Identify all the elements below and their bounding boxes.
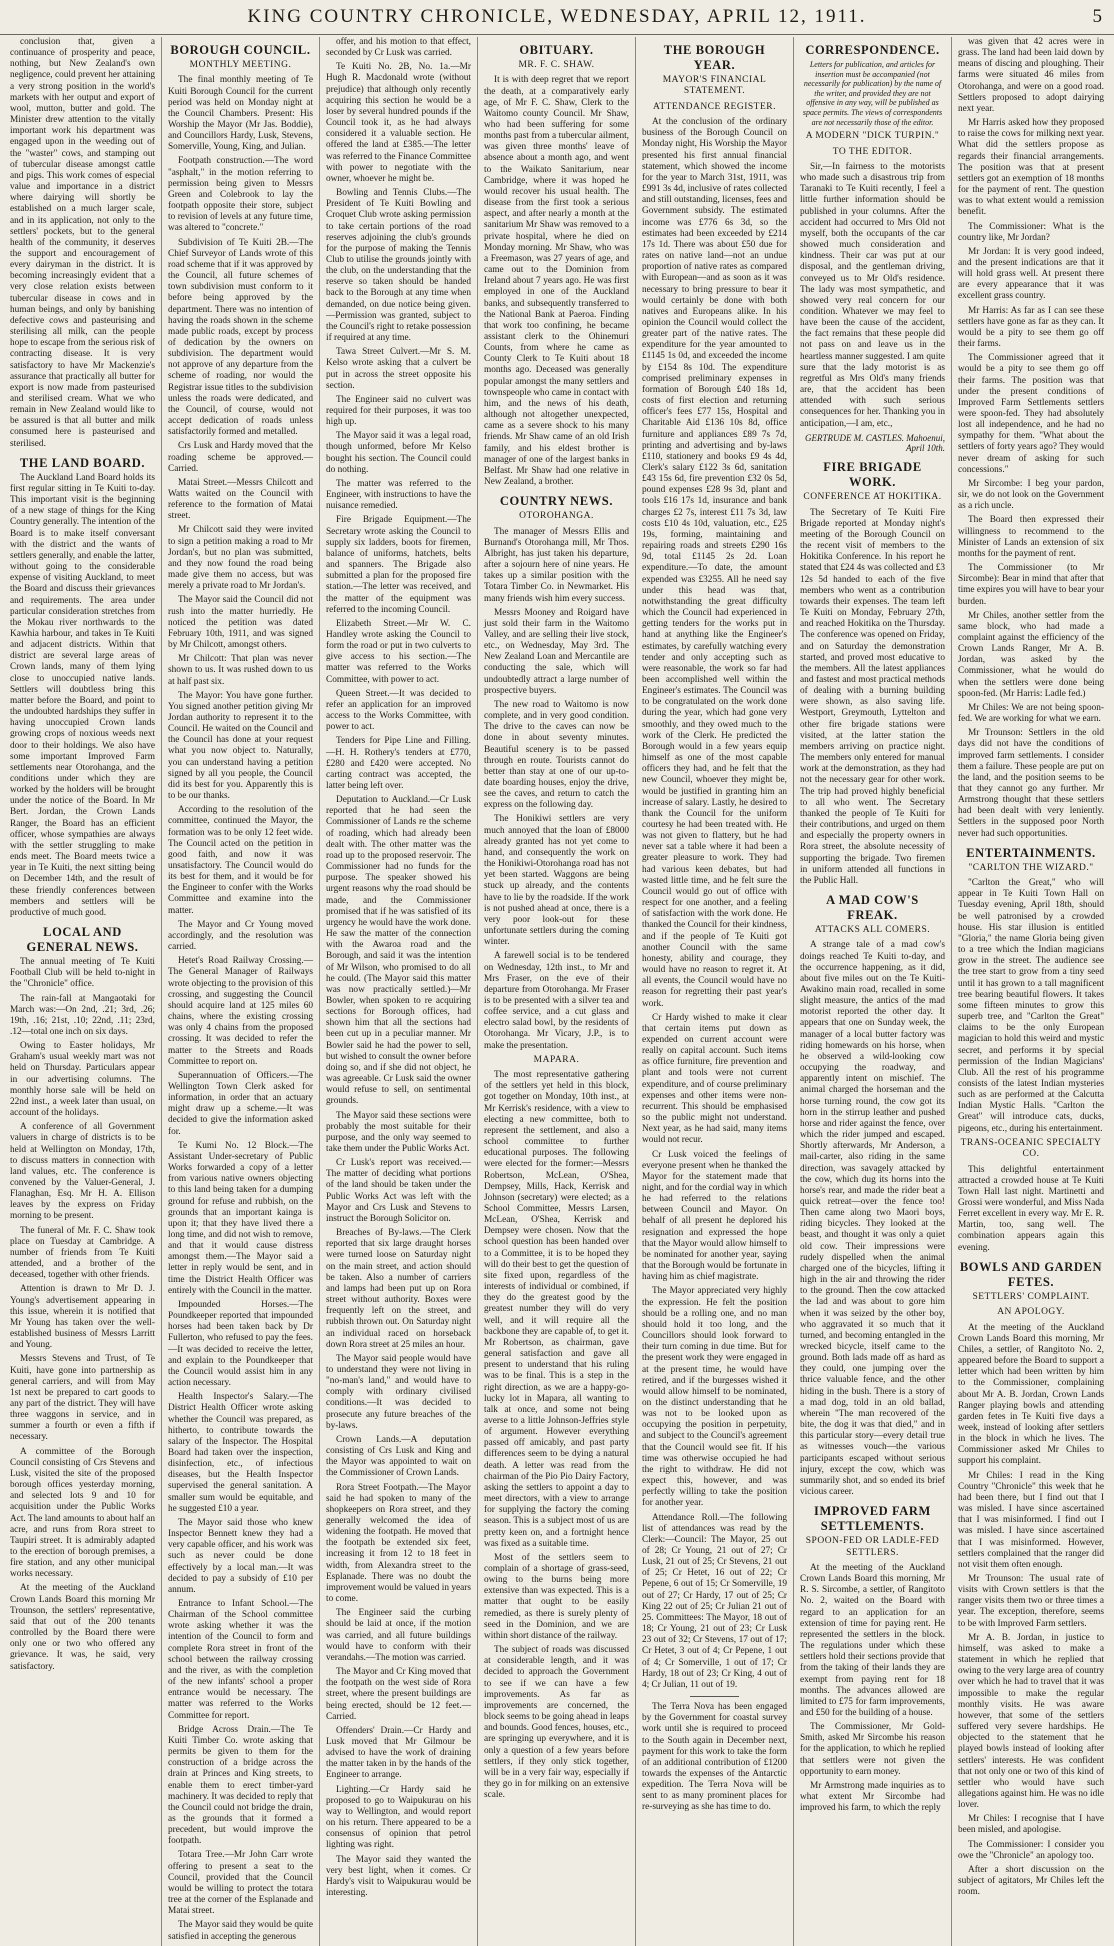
article-paragraph: At the conclusion of the ordinary business of the Borough Council on Monday night, His Worship the Mayor presented his first annual financial statement, which showed the income for the year to March 31st, 1911, was £991 3s 4d, inclusive of rates collected and still outstanding, licenses, fees and Government subsidy. The estimated income was £776 6s 3d, so the estimates had been exceeded by £214 17s 1d. There was about £50 due for rates on native land—not an undue proportion of native rates as compared with European—and as soon as it was necessary to bring pressure to bear it would certainly be done with both natives and Europeans alike. In his opinion the Council would collect the greater part of the native rates. The expenditure for the year amounted to £1145 1s 0d, and exceeded the income by £154 8s 10d. The expenditure comprised preliminary expenses in formation of Borough £40 18s 1d, costs of first election and returning officer's fees £77 15s, Hospital and Charitable Aid £136 10s 8d, office furniture and appliances £89 7s 7d, printing and advertising and by-laws £110, stationery and books £9 4s 4d, Clerk's salary £122 3s 6d, sanitation £43 15s 6d, fire prevention £32 0s 5d, pound expenses £28 9s 3d, plant and tools £16 17s 1d, insurance and bank charges £2 7s, interest £11 7s 3d, law costs £10 4s 10d, valuation, etc., £25 19s, forming, maintaining and repairing roads and streets £290 16s 9d, total £1145 2s 2d. Loan expenditure.—To date, the amount expended was £3255. All he need say under this head was that, notwithstanding the great difficulty which the Council had experienced in getting tenders for the works put in hand at anything like the Engineer's estimates, by carefully watching every tender and only accepting such as were reasonable, the work so far had been accomplished well within the Engineer's estimates. The Council was to be congratulated on the work done during the year, which had gone very smoothly, and they owed much to the work of the Clerk. He predicted the Borough would in a few years equip himself as one of the most capable officers they had, and he felt that the new Council, whoever they might be, would be justified in granting him an increase of salary. Lastly, he desired to thank the Council for the uniform courtesy he had been treated with. He was not given to flattery, but he had never sat a table where it had been a greater pleasure to work. They had had various keen debates, but had wasted little time, and he felt sure the Council would go out of office with respect for one another, and a feeling of satisfaction with the work done. He thanked the Council for their kindness, and if the people of Te Kuiti got another Council with the same honesty, ability and courage, they would have no reason to regret it. At all events, the Council would have no reason for regretting their past year's work. <box>642 117 787 1009</box>
article-paragraph: Cr Lusk's report was received.—The matter of deciding what portions of the land should be taken under the Public Works Act was left with the Mayor and Crs Lusk and Stevens to instruct the Borough Solicitor on. <box>326 1158 471 1224</box>
article-headline: FIRE BRIGADE WORK. <box>823 460 922 490</box>
article-paragraph: Hetet's Road Railway Crossing.—The General Manager of Railways wrote objecting to the provision of this crossing, and suggesting the Council should acquire land at 125 miles 60 chains, where the existing crossing was only 4 chains from the proposed crossing. It was decided to refer the matter to the Streets and Roads Committee to report on. <box>168 956 313 1067</box>
article-paragraph: Elizabeth Street.—Mr W. C. Handley wrote asking the Council to form the road or put in two culverts to give access to his section.—The matter was referred to the Works Committee, with power to act. <box>326 618 471 685</box>
article-subheading: TO THE EDITOR. <box>832 146 913 157</box>
article-paragraph: Tawa Street Culvert.—Mr S. M. Kelso wrote asking that a culvert be put in across the street opposite his section. <box>326 347 471 391</box>
article-paragraph: Mr Sircombe: I beg your pardon, sir, we do not look on the Government as a rich uncle. <box>958 478 1104 512</box>
article-paragraph: Messrs Stevens and Trust, of Te Kuiti, have gone into partnership as general carriers, and will from May 1st next be prepared to cart goods to any part of the district. They will have three waggons in service, and in summer a fourth or even a fifth if necessary. <box>10 1354 155 1443</box>
columns <box>4 37 1110 1942</box>
column-4 <box>478 37 636 1946</box>
article-paragraph: Cr Lusk voiced the feelings of everyone present when he thanked the Mayor for the statement made that night, and for the cordial way in which he had referred to the relations between Council and Mayor. On behalf of all present he deplored his resignation and expressed the hope that the Mayor would allow himself to be nominated for another year, saying that the Borough would be fortunate in having him as chief magistrate. <box>642 1149 787 1283</box>
article-paragraph: The rain-fall at Mangaotaki for March was:—On 2nd, .21; 3rd, .26; 19th, .16; 21st, .10; 22nd, .11; 23rd, .12—total one inch on six days. <box>10 993 155 1037</box>
article-paragraph: Bridge Across Drain.—The Te Kuiti Timber Co. wrote asking that permits be given to them for the construction of a bridge across the drain at Princes and King streets, to enable them to erect timber-yard machinery. It was decided to reply that the Council could not bridge the drain, as the grounds that it formed a precedent, but would improve the footpath. <box>168 1724 313 1847</box>
article-subheading: OTOROHANGA. <box>519 511 594 522</box>
article-paragraph: Mr Trounson: Settlers in the old days did not have the conditions of improved farm settlements. I consider them a failure. These people are put on the land, and the position seems to be that they cannot go any further. Mr Armstrong thought that these settlers had been dealt with very leniently. Settlers in the supposed poor North never had such opportunities. <box>958 728 1104 839</box>
article-paragraph: The funeral of Mr. F. C. Shaw took place on Tuesday at Cambridge. A number of friends from Te Kuiti attended, and a brother of the deceased, together with other friends. <box>10 1225 155 1281</box>
article-subheading: MAYOR'S FINANCIAL STATEMENT. <box>662 75 767 97</box>
article-paragraph: The Mayor said it was a legal road, though unformed, before Mr Kelso bought his section. The Council could do nothing. <box>326 431 471 475</box>
article-paragraph: Rora Street Footpath.—The Mayor said he had spoken to many of the shopkeepers on Rora street, and they generally welcomed the idea of widening the footpath. He moved that the footpath be extended six feet, increasing it from 12 to 18 feet in width, from Alexandra street to the Esplanade. There was no doubt the improvement would be valued in years to come. <box>326 1482 471 1605</box>
article-paragraph: The Terra Nova has been engaged by the Government for coastal survey work until she is required to proceed to the South again in December next, payment for this work to take the form of an additional contribution of £1200 towards the expenses of the Antarctic expedition. The Terra Nova will be sent to as many prominent places for re-surveying as she has time to do. <box>642 1702 787 1813</box>
article-paragraph: Mr Chiles, another settler from the same block, who had made a complaint against the efficiency of the Crown Lands Ranger, Mr A. B. Jordan, was asked by the Commissioner, what he would do when the settlers were done being spoon-fed. (Mr Harris: Ladle fed.) <box>958 610 1104 699</box>
article-paragraph: The manager of Messrs Ellis and Burnand's Otorohanga mill, Mr Thos. Albright, has just taken his departure, after a sojourn here of nine years. He takes up a similar position with the Totara Timber Co. in Newmarket. His many friends wish him every success. <box>484 526 629 604</box>
article-paragraph: The new road to Waitomo is now complete, and in very good condition. The drive to the caves can now be done in about seventy minutes. Beautiful scenery is to be passed through en route. Tourists cannot do better than stay at one of our up-to-date boarding houses, enjoy the drive, see the caves, and return to catch the express on the following day. <box>484 699 629 811</box>
article-paragraph: Totara Tree.—Mr John Carr wrote offering to present a seat to the Council, provided that the Council would be willing to protect the totara tree at the corner of the Esplanade and Matai street. <box>168 1850 313 1917</box>
article-paragraph: A farewell social is to be tendered on Wednesday, 12th inst., to Mr and Mrs Fraser, on the eve of their departure from Otorohanga. Mr Fraser is to be presented with a silver tea and coffee service, and a cut glass and electro salad bowl, by the residents of Otorohanga. Mr Vicary, J.P., is to make the presentation. <box>484 951 629 1051</box>
article-subheading: SETTLERS' COMPLAINT. <box>972 1291 1090 1302</box>
article-paragraph: The Auckland Land Board holds its first regular sitting in Te Kuiti to-day. This important visit is the beginning of a new stage of things for the King Country generally. The intention of the Board is to make itself conversant with the district and the wants of settlers generally, and enable the latter, without going to the considerable expense of visiting Auckland, to meet the Board and discuss their grievances and requirements. The area under particular consideration stretches from the Mokau river northwards to the Kawhia harbour, and takes in Te Kuiti and adjacent districts. Within that district are several large areas of Crown lands, many of them lying close to unoccupied native lands. Settlers will doubtless bring this matter before the Board, and point to the undoubted hardships they suffer in having unoccupied Crown lands growing crops of noxious weeds next door to their holdings. We also have some important Improved Farm settlements near Otorohanga, and the conditions under which they are worked by the holders will be brought under the notice of the Board. In Mr Bert. Jordan, the Crown Lands Ranger, the Board has an efficient officer, whose sympathies are always with the settler struggling to make ends meet. The Board meets twice a year in Te Kuiti, the next sitting being on December 14th, and the result of these friendly conferences between members and settlers will be productive of much good. <box>10 472 155 918</box>
editorial-notice: Letters for publication, and articles for insertion must be accompanied (not necessarily for publication) by the name of the writer, and provided they are not offensive in any way, will be published as space permits. The views of correspondents are not necessarily those of the editor. <box>802 60 943 127</box>
article-paragraph: Mr Harris: As far as I can see these settlers have gone as far as they can. It would be a pity to see them go off their farms. <box>958 305 1104 350</box>
article-paragraph: Tenders for Pipe Line and Filling.—H. H. Rothery's tenders at £770, £280 and £420 were accepted. No carting contract was accepted, the latter being left over. <box>326 736 471 791</box>
article-paragraph: Mr Chilcott said they were invited to sign a petition making a road to Mr Jordan's, but no plan was submitted, and they now found the road being made give them no access, but was merely a private road to Mr Jordan's. <box>168 525 313 592</box>
article-headline: LOCAL AND GENERAL NEWS. <box>26 925 139 955</box>
article-paragraph: At the meeting of the Auckland Crown Lands Board this morning, Mr Chiles, a settler, of Rangitoto No. 2, appeared before the Board to support a letter which had been written by him to the Commissioner, complaining about Mr A. B. Jordan, Crown Lands Ranger playing bowls and attending garden fetes in Te Kuiti five days a week, instead of looking after settlers in the block in which he lives. The Commissioner asked Mr Chiles to support his complaint. <box>958 1322 1104 1467</box>
article-paragraph: The annual meeting of Te Kuiti Football Club will be held to-night in the "Chronicle" office. <box>10 957 155 990</box>
article-paragraph: The Secretary of Te Kuiti Fire Brigade reported at Monday night's meeting of the Borough Council on the recent visit of members to the Hokitika Conference. In his report he stated that £24 4s was collected and £3 12s 5d handed to each of the five members who went as a contribution towards their expenses. The team left Te Kuiti on Monday, February 27th, and reached Hokitika on the Thursday. The conference was opened on Friday, and on Saturday the demonstration started, and proved most educative to the members. All the latest appliances and fastest and most practical methods of dealing with a burning building were shown, as also saving life. Westport, Greymouth, Lyttelton and other fire brigade stations were visited, at the latter station the members arriving on practice night. The members only entered for manual work at the demonstration, as they had not the necessary gear for other work. The trip had proved highly beneficial to all who went. The Secretary thanked the people of Te Kuiti for their contributions, and urged on them and especially the property owners in Rora street, the absolute necessity of supporting the brigade. Two firemen in uniform attended all functions in the Public Hall. <box>800 507 945 886</box>
article-paragraph: Entrance to Infant School.—The Chairman of the School committee wrote asking whether it was the intention of the Council to form and complete Rora street in front of the school between the railway crossing and the river, as with the completion of the new infants' school a proper entrance would be necessary. The matter was referred to the Works Committee for report. <box>168 1599 313 1721</box>
article-paragraph: Fire Brigade Equipment.—The Secretary wrote asking the Council to supply six ladders, boots for firemen, balance of uniforms, hatchets, belts and spanners. The Brigade also submitted a plan for the proposed fire station.—The letter was received, and the matter of the equipment was referred to the incoming Council. <box>326 515 471 615</box>
article-paragraph: The Honikiwi settlers are very much annoyed that the loan of £8000 already granted has not yet come to hand, and consequently the work on the Honikiwi-Otorohanga road has not yet been started. Waggons are being stuck up already, and the contents have to lie by the roadside. If the work is not pushed ahead at once, there is a very poor look-out for these unfortunate settlers during the coming winter. <box>484 814 629 948</box>
article-paragraph: The Commissioner, Mr Gold-Smith, asked Mr Sircombe his reason for the application, to which he replied that settlers were not given the opportunity to earn money. <box>800 1722 945 1777</box>
article-paragraph: It is with deep regret that we report the death, at a comparatively early age, of Mr F. C. Shaw, Clerk to the Waitomo county Council. Mr Shaw, who had been suffering for some months past from a tubercular ailment, was given three months' leave of absence about a month ago, and went to the Waikato Sanitarium, near Cambridge, where it was hoped he would recover his usual health. The disease from the first took a serious aspect, and after nearly a month at the sanitarium Mr Shaw was removed to a private hospital, where he died on Monday morning. Mr Shaw, who was a Freemason, was 27 years of age, and came out to the Dominion from Ireland about 7 years ago. He was first employed in one of the Auckland banks, and subsequently transferred to the National Bank at Paeroa. Finding that work too confining, he became assistant clerk to the Ohinemuri Counts, from where he came as County Clerk to Te Kuiti about 18 months ago. Deceased was generally popular amongst the many settlers and townspeople who came in contact with him, and the news of his death, although not altogether unexpected, came as a severe shock to his many friends. Mr Shaw came of an old Irish family, and his eldest brother is manager of one of the largest banks in Belfast. Mr Shaw had one relative in New Zealand, a brother. <box>484 75 629 488</box>
article-headline: IMPROVED FARM SETTLEMENTS. <box>814 1504 931 1534</box>
article-paragraph: was given that 42 acres were in grass. The land had been laid down by means of discing and ploughing. Their farms were situated 46 miles from Otorohanga, and were on a good road. Settlers proposed to adopt dairying next year. <box>958 37 1104 114</box>
article-paragraph: Matai Street.—Messrs Chilcott and Watts waited on the Council with reference to the formation of Matai street. <box>168 477 313 522</box>
article-paragraph: Attendance Roll.—The following list of attendances was read by the Clerk:—Council: The Mayor, 25 out of 28; Cr Young, 21 out of 27; Cr Lusk, 21 out of 25; Cr Stevens, 21 out of 25; Cr Hetet, 16 out of 22; Cr Pepene, 6 out of 15; Cr Somerville, 19 out of 27; Cr Hardy, 17 out of 25; Cr King 22 out of 25; Cr Julian 21 out of 25. Committees: The Mayor, 18 out of 18; Cr Young, 21 out of 23; Cr Lusk 23 out of 32; Cr Stevens, 17 out of 17; Cr Hetet, 3 out of 4; Cr Pepene, 1 out of 4; Cr Somerville, 1 out of 17; Cr Hardy, 18 out of 23; Cr King, 4 out of 4; Cr Julian, 11 out of 19. <box>642 1512 787 1690</box>
article-paragraph: The Commissioner (to Mr Sircombe): Bear in mind that after that time expires you will have to bear your burden. <box>958 563 1104 607</box>
column-3 <box>320 37 478 1946</box>
article-paragraph: A committee of the Borough Council consisting of Crs Stevens and Lusk, visited the site of the proposed borough offices yesterday morning, and selected lots 9 and 10 for acquisition under the Public Works Act. The land amounts to about half an acre, and runs from Rora street to Taupiri street. It is admirably adapted to the erection of borough premises, a fire station, and any other municipal works necessary. <box>10 1446 155 1580</box>
article-paragraph: Mr Trounson: The usual rate of visits with Crown settlers is that the ranger visits them two or three times a year. The exception, therefore, seems to be with Improved Farm settlers. <box>958 1574 1104 1629</box>
article-paragraph: Cr Hardy wished to make it clear that certain items put down as expended on current account were really on capital account. Such items as office furniture, fire prevention and plant and tools were not current expenditure, and of course preliminary expenses and other items were non-recurrent. This should be emphasised so the public might not understand. Next year, as he had said, many items would not recur. <box>642 1012 787 1146</box>
article-paragraph: Crs Lusk and Hardy moved that the roading scheme be approved.—Carried. <box>168 441 313 474</box>
article-paragraph: The Mayor said those who knew Inspector Bennett knew they had a very capable officer, and his work was such as never could be done effectively by a local man.—It was decided to pay a subsidy of £10 per annum. <box>168 1517 313 1595</box>
article-paragraph: At the meeting of the Auckland Crown Lands Board this morning Mr Trounson, the settlers' representative, said that out of the 200 tenants controlled by the Board there were only one or two who offered any grievance. It was, he said, very satisfactory. <box>10 1583 155 1672</box>
article-paragraph: The Mayor appreciated very highly the expression. He felt the position should be a rolling one, and no man should hold it too long, and the Councillors should look forward to their turn coming in due time. But for the present work they were engaged in at the present time, he would have retired, and if the burgesses wished it would allow himself to be nominated, on the distinct understanding that he was not to be looked upon as occupying the position in perpetuity, and subject to the Council's agreement that the Council would see fit. If his time was otherwise occupied he had the right to withdraw. He did not expect this, however, and was perfectly willing to take the position for another year. <box>642 1286 787 1509</box>
article-paragraph: Mr Chilcott: That plan was never shown to us. It was rushed down to us at half past six. <box>168 654 313 687</box>
masthead <box>0 0 1114 35</box>
article-paragraph: The Engineer said no culvert was required for their purposes, it was too high up. <box>326 394 471 428</box>
article-paragraph: The Commissioner: I consider you owe the "Chronicle" an apology too. <box>958 1839 1104 1861</box>
masthead-title: KING COUNTRY CHRONICLE, WEDNESDAY, APRIL 12, 1911. <box>247 6 867 27</box>
article-paragraph: Te Kumi No. 12 Block.—The Assistant Under-secretary of Public Works forwarded a copy of a letter from various native owners objecting to this land being taken for a dumping ground for refuse and rubbish, on the grounds that an important kainga is upon it; that they have lived there a long time, and did not wish to remove, and that it would cause distress amongst them.—The Mayor said a letter in reply would be sent, and in time the District Health Officer was entirely with the Council in the matter. <box>168 1140 313 1296</box>
article-paragraph: conclusion that, given a continuance of prosperity and peace, nothing, but New Zealand's own negligence, could prevent her attaining a very strong position in the world's markets with her output and export of wool, mutton, butter and gold. The Minister drew attention to the vitally important work his department was engaged upon in the weeding out of the "waster" cows, and stamping out of tubercular disease amongst cattle and pigs. This work comes of especial value and importance in a district where dairying will shortly be established on a much larger scale, and in its application, not only to the settlers' pockets, but to the general health of the community, it deserves the support and encouragement of every dairyman in the district. It is becoming increasingly evident that a very close relation exists between tubercular disease in cows and in human beings, and only by banishing defective cows and pasteurising and sterilising all milk, can the people hope to escape from the serious risk of contracting disease. It is very satisfactory to have Mr Mackenzie's assurance that practically all butter for export is now made from pasteurised and sterilised cream. What we who remain in New Zealand would like to be assured is that all butter and milk consumed here is pasteurised and sterilised. <box>10 37 155 449</box>
article-paragraph: The subject of roads was discussed at considerable length, and it was decided to approach the Government to see if we can have a few improvements. As far as improvements are concerned, the block seems to be going ahead in leaps and bounds. Good fences, houses, etc., are springing up everywhere, and it is only a question of a few years before settlers, if they only stick together, will be in a very fair way, especially if they go in for milking on an extensive scale. <box>484 1645 629 1801</box>
article-paragraph: Superannuation of Officers.—The Wellington Town Clerk asked for information, in order that an actuary might draw up a scheme.—It was decided to give the information asked for. <box>168 1070 313 1137</box>
article-paragraph: Health Inspector's Salary.—The District Health Officer wrote asking whether the Council was prepared, as hitherto, to contribute towards the salary of the Inspector. The Hospital Board had taken over the inspection, disinfection, etc., of infectious diseases, but the Health Inspector supervised the general sanitation. A smaller sum would be equitable, and he suggested £10 a year. <box>168 1392 313 1514</box>
article-headline: THE BOROUGH YEAR. <box>663 43 766 72</box>
article-paragraph: A conference of all Government valuers in charge of districts is to be held at Wellington on Monday, 17th, to discuss matters in connection with land values, etc. The conference is convened by the Valuer-General, J. Flanaghan, Esq. Mr H. A. Ellison leaves by the express on Friday morning to be present. <box>10 1122 155 1222</box>
article-subheading: MONTHLY MEETING. <box>189 60 292 70</box>
article-headline: CORRESPONDENCE. <box>805 43 940 57</box>
article-subheading: MAPARA. <box>533 1054 580 1065</box>
article-paragraph: Impounded Horses.—The Poundkeeper reported that impounded horses had been taken back by Dr Fullerton, who refused to pay the fees.—It was decided to receive the letter, and explain to the Poundkeeper that the Council would assist him in any action necessary. <box>168 1299 313 1389</box>
article-paragraph: The Commissioner agreed that it would be a pity to see them go off their farms. The position was that under the present conditions of Improved Farm Settlements settlers were spoon-fed. They had absolutely lost all independence, and he had no sympathy for them. "What about the settlers of forty years ago? They would never dream of asking for such concessions." <box>958 353 1104 475</box>
article-subheading: "CARLTON THE WIZARD." <box>968 862 1094 873</box>
article-paragraph: Subdivision of Te Kuiti 2B.—The Chief Surveyor of Lands wrote of this road scheme that if it was approved by the Council, all future schemes of town subdivision must conform to it before being approved by the department. There was no intention of having the roads shown in the scheme made public roads, except by process of dedication by the owners on subdivision. The department would not approve of any departure from the scheme of roading, nor would the Registrar issue titles to the subdivision unless the roads were dedicated, and the Council, of course, would not accept dedication of roads unless satisfactorily formed and metalled. <box>168 237 313 438</box>
letter-signature: GERTRUDE M. CASTLES. Mahoenui, April 10th. <box>805 432 945 454</box>
article-headline: BOWLS AND GARDEN FETES. <box>959 1259 1103 1289</box>
article-paragraph: Mr Chiles: We are not being spoon-fed. We are working for what we earn. <box>958 702 1104 725</box>
article-paragraph: Messrs Mooney and Roigard have just sold their farm in the Waitomo Valley, and are selling their live stock, etc., on Wednesday, May 3rd. The New Zealand Loan and Mercantile are conducting the sale, which will undoubtedly attract a large number of prospective buyers. <box>484 607 629 696</box>
column-7 <box>952 37 1110 1946</box>
article-paragraph: The Mayor said these sections were probably the most suitable for their purpose, and the only way seemed to take them under the Public Works Act. <box>326 1110 471 1154</box>
article-paragraph: "Carlton the Great," who will appear in Te Kuiti Town Hall on Tuesday evening, April 18th, should be well patronised by a crowded house. His star illusion is entitled "Gloria," the name Gloria being given to a tree which the Indian magicians grow in the street. The audience see the tree start to grow from a tiny seed until it has grown to a tall magnificent tree bearing beautiful flowers. It takes some fifteen minutes to grow this superb tree, and "Carlton the Great" claims to be the only European magician to hold this weird and mystic secret, and performs it by special permission of the Indian Magicians' Club. All the rest of his programme consists of the latest Indian mysteries such as are performed at the Calcutta Indian Mystic Halls. "Carlton the Great" will introduce cats, ducks, pigeons, etc., during his entertainment. <box>958 878 1104 1134</box>
article-paragraph: Mr Armstrong made inquiries as to what extent Mr Sircombe had improved his farm, to which the reply <box>800 1780 945 1814</box>
column-2 <box>162 37 320 1946</box>
article-paragraph: Breaches of By-laws.—The Clerk reported that six large draught horses were turned loose on Saturday night on the main street, and action should be taken. Also a number of carriers and lamps had been put up on Rora street without authority. Boxes were frequently left on the street, and rubbish thrown out. On Saturday night an individual raced on horseback down Rora street at 25 miles an hour. <box>326 1228 471 1350</box>
article-paragraph: The Board then expressed their willingness to recommend to the Minister of Lands an extension of six months for the payment of rent. <box>958 515 1104 559</box>
article-paragraph: This delightful entertainment attracted a crowded house at Te Kuiti Town Hall last night. Martinetti and Grossi were wonderful, and Miss Nada Ferret excellent in every way. Mr E. R. Martin, too, sang well. The combination appears again this evening. <box>958 1164 1104 1253</box>
article-paragraph: Mr Jordan: It is very good indeed, and the present indications are that it will hold grass well. At present there are every appearance that it was excellent grass country. <box>958 246 1104 302</box>
article-paragraph: offer, and his motion to that effect, seconded by Cr Lusk was carried. <box>326 37 471 59</box>
article-paragraph: At the meeting of the Auckland Crown Lands Board this morning, Mr R. S. Sircombe, a settler, of Rangitoto No. 2, waited on the Board with regard to an application for an extension of time for paying rent. He represented the settlers in the block. The regulations under which these settlers hold their sections provide that from the taking of their lands they are exempt from paying rent for 18 months. The advances allowed are limited to £75 for farm improvements, and £50 for the building of a house. <box>800 1562 945 1718</box>
article-paragraph: Te Kuiti No. 2B, No. 1a.—Mr Hugh R. Macdonald wrote (without prejudice) that although only recently acquiring this section he would be a loser by several hundred pounds if the Council took it, as he had always considered it a valuable section. He offered the land at £385.—The letter was referred to the Finance Committee with power to negotiate with the owner, whoever he might be. <box>326 62 471 184</box>
article-subheading: AN APOLOGY. <box>997 1307 1065 1318</box>
article-paragraph: Owing to Easter holidays, Mr Graham's usual weekly mart was not held on Thursday. Particulars appear in our advertising columns. The monthly horse sale will be held on 22nd inst., a week later than usual, on account of the holidays. <box>10 1041 155 1119</box>
article-paragraph: Offenders' Drain.—Cr Hardy and Lusk moved that Mr Gilmour be advised to have the work of draining the matter taken in by the hands of the Engineer to arrange. <box>326 1725 471 1781</box>
article-paragraph: The Commissioner: What is the country like, Mr Jordan? <box>958 221 1104 243</box>
article-headline: OBITUARY. <box>519 43 594 57</box>
article-paragraph: According to the resolution of the committee, continued the Mayor, the formation was to be only 12 feet wide. The Council acted on the petition in good faith, and now it was unsatisfactory. The Council would do its best for them, and it would be for the Engineer to confer with the Works Committee and examine into the matter. <box>168 805 313 916</box>
article-subheading: TRANS-OCEANIC SPECIALTY CO. <box>960 1137 1102 1160</box>
article-paragraph: Crown Lands.—A deputation consisting of Crs Lusk and King and the Mayor was appointed to wait on the Commissioner of Crown Lands. <box>326 1434 471 1479</box>
column-6 <box>794 37 952 1946</box>
article-paragraph: The Mayor: You have gone further. You signed another petition giving Mr Jordan authority to represent it to the Council. He waited on the Council and the Council has done at your request what you now object to. Naturally, you can understand having a petition signed by all you people, the Council did its best for you. Apparently this is to be our thanks. <box>168 690 313 802</box>
article-subheading: CONFERENCE AT HOKITIKA. <box>803 492 942 503</box>
article-paragraph: Mr Chiles: I recognise that I have been misled, and apologise. <box>958 1814 1104 1836</box>
article-paragraph: The Mayor said they wanted the very best light, when it comes. Cr Hardy's visit to Waipukurau would be interesting. <box>326 1854 471 1898</box>
article-subheading: ATTACKS ALL COMERS. <box>814 924 931 935</box>
article-paragraph: Deputation to Auckland.—Cr Lusk reported that he had seen the Commissioner of Lands re the scheme of roading, which had already been dealt with. The other matter was the road up to the proposed reservoir. The Commissioner had no funds for the purpose. The speaker showed his urgent reasons why the road should be made, and the Commissioner promised that if he was satisfied of its urgency he would have the work done. He saw the matter of the connection with the Awaroa road and the Borough, and said it was the intention of Mr Wilson, who promised to do all he could. (The Mayor said this matter was now practically settled.)—Mr Bowler, when spoken to re acquiring sections for Borough offices, had shown him that all the sections had been cut up in a peculiar manner. Mr Bowler said he had the power to sell, but wished to consult the owner before doing so, and if she did not object, he was agreeable. Cr Lusk said the owner would refuse to sell, on sentimental grounds. <box>326 795 471 1107</box>
article-paragraph: Mr A. B. Jordan, in justice to himself, was asked to make a statement in which he replied that owing to the very large area of country over which he had to travel that it was impossible to make the regular monthly visits. He was aware however, that some of the settlers suffered very severe hardships. He objected to the statement that he played bowls instead of looking after settlers' interests. He was confident that not only one or two of this kind of settler who would have such allegations against him. He was no idle lover. <box>958 1632 1104 1811</box>
article-paragraph: Queen Street.—It was decided to refer an application for an improved access to the Works Committee, with power to act. <box>326 688 471 733</box>
article-paragraph: Bowling and Tennis Clubs.—The President of Te Kuiti Bowling and Croquet Club wrote asking permission to take certain portions of the road reserves adjoining the club's grounds for the purpose of making the Tennis Club to utilise the grounds jointly with the club, on the understanding that the reserve so taken should be handed back to the Borough at any time when demanded, on due notice being given.—Permission was granted, subject to the Council's right to retake possession if required at any time. <box>326 188 471 344</box>
divider-rule <box>690 1696 739 1697</box>
article-paragraph: The most representative gathering of the settlers yet held in this block, got together on Monday, 10th inst., at Mr Kerrisk's residence, with a view to electing a new committee, both to represent the settlement, and also a school committee to further educational purposes. The following were elected for the former:—Messrs Robertson, McLean, O'Shea, Dempsey, Mills, Hack, Kerrisk and Johnson (secretary) were elected; as a School Committee, Messrs Larsen, McLean, O'Shea, Kerrisk and Dempsey were chosen. Now that the school question has been handed over to a Committee, it is to be hoped they will do their best to get the question of site fixed upon, regardless of the interests of individual or combined, if they do the greatest good by the greatest number they will do very well, and it will require all the backbone they are capable of, to get it. Mr Robertson, as chairman, gave general satisfaction and gave all present to understand that his ruling was to be final. This is a step in the right direction, as we are a happy-go-lucky lot in Mapara, all wanting to talk at once, and some not being averse to a little Johnson-Jeffries style of argument. However everything passed off amicably, and past party differences seem to be dying a natural death. A letter was read from the chairman of the Pio Pio Dairy Factory, asking the settlers to appoint a day to meet directors, with a view to arrange for supplying the factory the coming season. This is a subject most of us are pretty keen on, and a fortnight hence was fixed as a suitable time. <box>484 1070 629 1549</box>
article-paragraph: The final monthly meeting of Te Kuiti Borough Council for the current period was held on Monday night at the Council Chambers. Present: His Worship the Mayor (Mr Jas. Boddie), and Councillors Hardy, Lusk, Stevens, Somerville, Young, King, and Julian. <box>168 75 313 153</box>
article-paragraph: The Mayor said they would be quite satisfied in accepting the generous <box>168 1920 313 1942</box>
article-paragraph: The Mayor said people would have to understand they were not living in "no-man's land," and would have to comply with ordinary civilised conditions.—It was decided to prosecute any future breaches of the by-laws. <box>326 1353 471 1431</box>
article-paragraph: The matter was referred to the Engineer, with instructions to have the nuisance remedied. <box>326 478 471 512</box>
article-paragraph: Attention is drawn to Mr D. J. Young's advertisement appearing in this issue, wherein it is notified that Mr Young has taken over the well-established business of Messrs Larritt and Young. <box>10 1284 155 1351</box>
article-paragraph: Mr Chiles: I read in the King Country "Chronicle" this week that he had been there, but I find out that I was misled. I have since ascertained that I was misinformed. I find out I was misled. I have since ascertained that I was misinformed. However, settlers complained that the ranger did not visit them often enough. <box>958 1470 1104 1570</box>
article-paragraph: Mr Harris asked how they proposed to raise the cows for milking next year. What did the settlers propose as regards their financial arrangements. The position was that at present settlers got an exemption of 18 months for the payment of rent. The question was to what extent would a remission benefit. <box>958 118 1104 218</box>
article-paragraph: A strange tale of a mad cow's doings reached Te Kuiti to-day, and the occurrence happening, as it did, about five miles out on the Te Kuiti-Awakino main road, recalled in some slight measure, the antics of the mad motorist reported the other day. It appears that one on Sunday week, the manager of a local butter factory was riding homewards on his horse, when he observed a wild-looking cow occupying the roadway, and apparently intent on mischief. The animal charged the horseman and the horse turning round, the cow got its horn in the stirrup leather and pushed horse and rider against the fence, over which the rider jumped and escaped. Shortly afterwards, Mr Anderson, a mail-carter, also riding in the same direction, was savagely attacked by the cow, which dug its horns into the horse's rear, and made the rider beat a quick retreat—over the fence too! Then came along two Maori boys, riding bicycles. They looked at the beast, and thought it was only a quiet old cow. Their impressions were rudely dispelled when the animal charged one of the bicycles, lifting it high in the air and throwing the rider to the ground. Then the cow attacked the lad and was about to gore him when it was seized by the other boy, who aggravated it so much that it turned, and becoming entangled in the wrecked bicycle, itself came to the ground. Both lads made off as hard as they could, one jumping over the thrice valuable fence, and the other hiding in the bush. There is a story of a mad dog, told in an old ballad, wherein "The man recovered of the bite, the dog it was that died," and in this particular story—every detail true as witnesses vouch—the various participants escaped without serious injury, except the cow, which was summarily shot, and so ended its brief vicious career. <box>800 940 945 1498</box>
article-subheading: SPOON-FED OR LADLE-FED SETTLERS. <box>805 1536 940 1558</box>
column-5 <box>636 37 794 1946</box>
article-subheading: MR. F. C. SHAW. <box>518 60 595 70</box>
article-headline: THE LAND BOARD. <box>19 455 146 470</box>
article-paragraph: Footpath construction.—The word "asphalt," in the motion referring to permission being given to Messrs Green and Colebrook to lay the footpath opposite their store, subject to revision of levels at any future time, was altered to "concrete." <box>168 156 313 234</box>
article-subheading: A MODERN "DICK TURPIN." <box>805 131 940 142</box>
article-paragraph: Sir,—In fairness to the motorists who made such a disastrous trip from Taranaki to Te Kuiti recently, I feel a little further information should be published in your columns. After the accident had occurred to Mrs Old not myself, both the occupants of the car showed much consideration and kindness. Their car was put at our disposal, and the gentleman driving, conveyed us to Mr Old's residence. The lady was most sympathetic, and showed very real concern for our condition. Whatever we may feel to have been the cause of the accident, the fact remains that these people did not pass on and leave us in the heartless manner suggested. I am quite sure that the lady motorist is as regretful as Mrs Old's many friends are, that the accident has been attended with such serious consequences for her. Thanking you in anticipation,—I am, etc., <box>800 161 945 429</box>
article-paragraph: The Mayor said the Council did not rush into the matter hurriedly. He noticed the petition was dated February 10th, 1911, and was signed by Mr Chilcott, amongst others. <box>168 595 313 651</box>
article-paragraph: Lighting.—Cr Hardy said he proposed to go to Waipukurau on his way to Wellington, and would report on his return. There appeared to be a consensus of opinion that petrol lighting was right. <box>326 1784 471 1851</box>
article-paragraph: The Mayor and Cr Young moved accordingly, and the resolution was carried. <box>168 919 313 953</box>
article-paragraph: After a short discussion on the subject of agitators, Mr Chiles left the room. <box>958 1864 1104 1898</box>
article-headline: BOROUGH COUNCIL. <box>170 43 311 57</box>
page-number: 5 <box>1092 6 1102 27</box>
article-paragraph: The Engineer said the curbing should be laid at once, if the motion was carried, and all future buildings would have to conform with their verandahs.—The motion was carried. <box>326 1608 471 1663</box>
column-1 <box>4 37 162 1946</box>
article-paragraph: The Mayor and Cr King moved that the footpath on the west side of Rora street, where the present buildings are being erected, should be 12 feet.—Carried. <box>326 1667 471 1722</box>
article-headline: A MAD COW'S FREAK. <box>826 892 919 922</box>
article-headline: COUNTRY NEWS. <box>499 494 614 509</box>
article-paragraph: Most of the settlers seem to complain of a shortage of grass-seed, owing to the burns being more extensive than was expected. This is a matter that ought to be easily remedied, as there is surely plenty of seed in the Dominion, and we are within short distance of the railway. <box>484 1552 629 1641</box>
article-headline: ENTERTAINMENTS. <box>966 845 1096 860</box>
article-subheading: ATTENDANCE REGISTER. <box>653 101 776 112</box>
